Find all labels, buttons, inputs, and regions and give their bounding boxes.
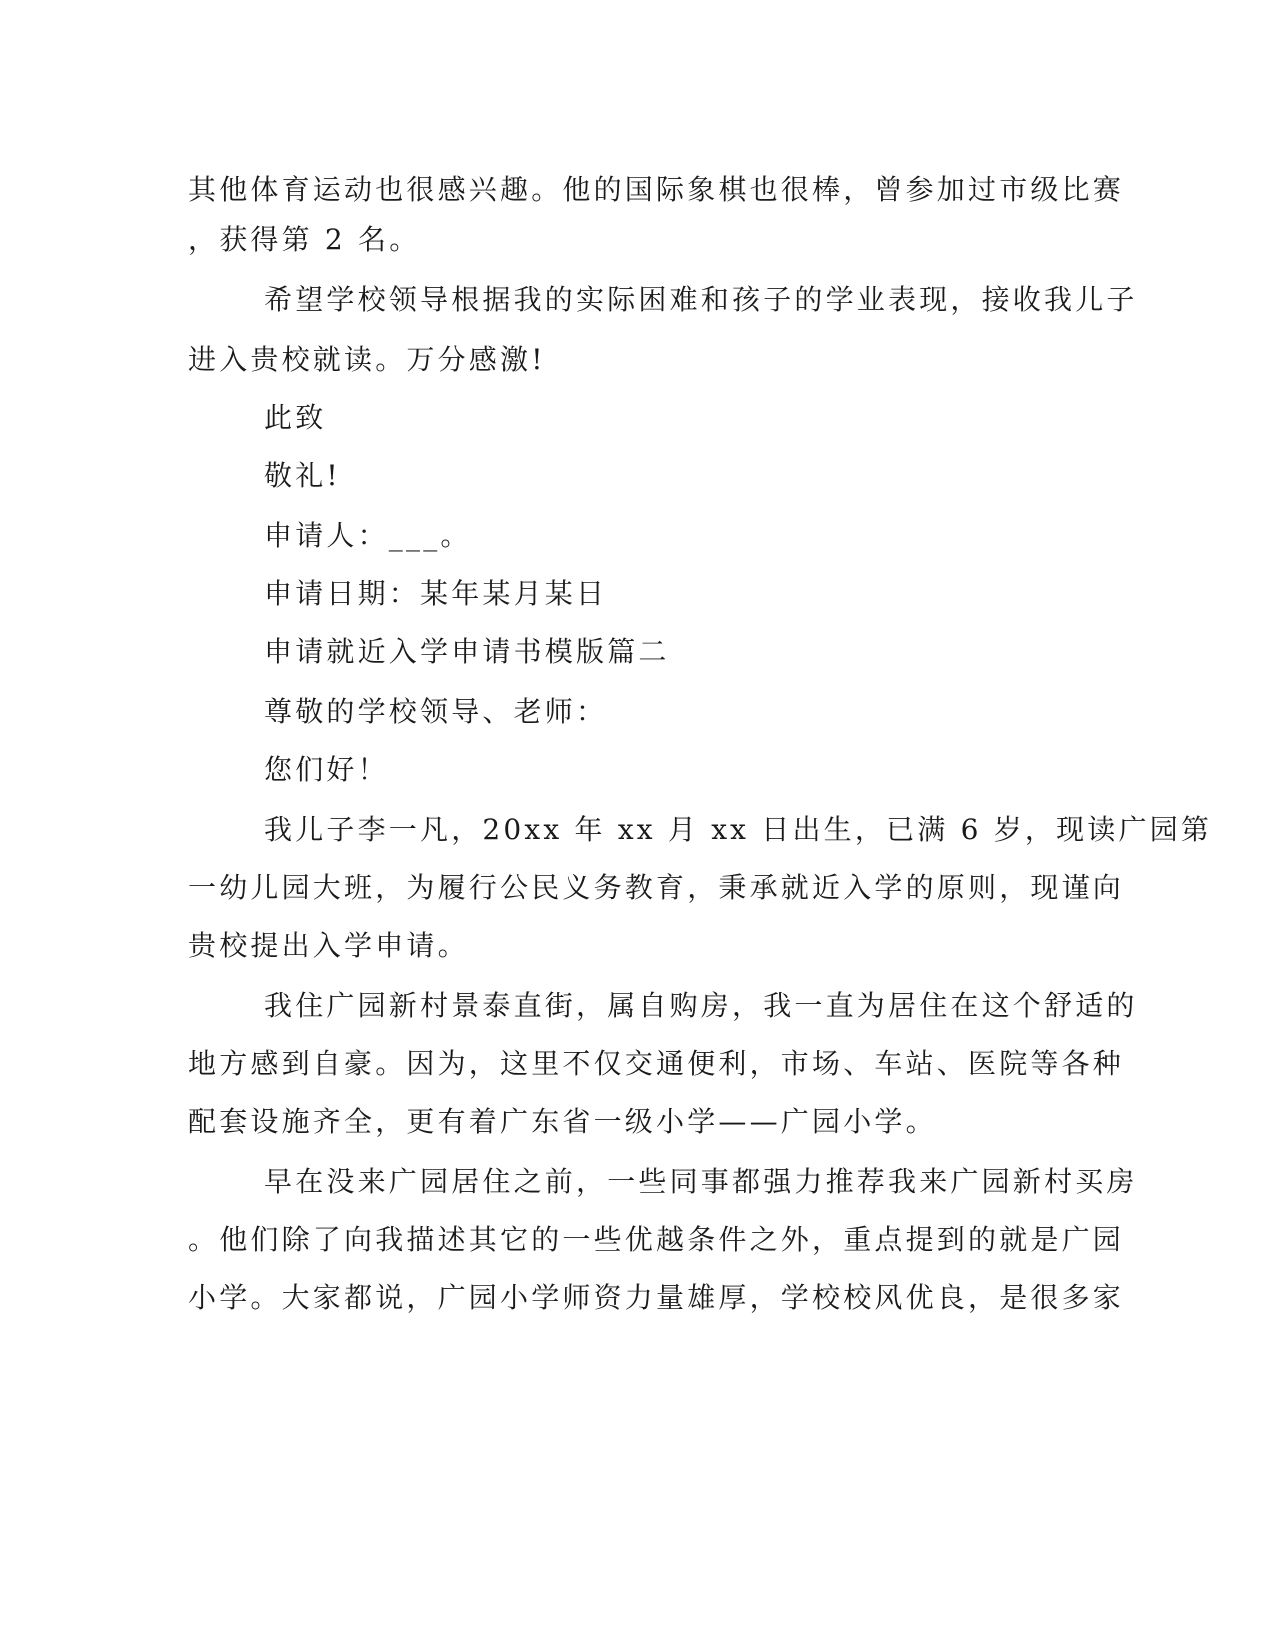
text-line: 。他们除了向我描述其它的一些优越条件之外，重点提到的就是广园 bbox=[188, 1223, 1125, 1256]
text-line: 进入贵校就读。万分感激! bbox=[188, 343, 546, 376]
text-line: 配套设施齐全，更有着广东省一级小学——广园小学。 bbox=[188, 1105, 937, 1138]
text-line: 其他体育运动也很感兴趣。他的国际象棋也很棒，曾参加过市级比赛 bbox=[188, 173, 1125, 206]
closing-line: 此致 bbox=[264, 401, 327, 434]
greeting-line: 尊敬的学校领导、老师： bbox=[264, 695, 608, 728]
applicant-line: 申请人：___。 bbox=[264, 519, 472, 552]
paragraph-start-line: 我住广园新村景泰直街，属自购房，我一直为居住在这个舒适的 bbox=[264, 989, 1138, 1022]
paragraph-start-line: 我儿子李一凡，20xx 年 xx 月 xx 日出生，已满 6 岁，现读广园第 bbox=[264, 813, 1213, 846]
text-line: ，获得第 2 名。 bbox=[188, 223, 421, 256]
paragraph-start-line: 希望学校领导根据我的实际困难和孩子的学业表现，接收我儿子 bbox=[264, 283, 1138, 316]
paragraph-start-line: 早在没来广园居住之前，一些同事都强力推荐我来广园新村买房 bbox=[264, 1165, 1138, 1198]
greeting-line: 您们好！ bbox=[264, 753, 389, 786]
date-line: 申请日期：某年某月某日 bbox=[264, 577, 608, 610]
section-title: 申请就近入学申请书模版篇二 bbox=[264, 635, 670, 668]
salutation-line: 敬礼! bbox=[264, 459, 341, 492]
text-line: 贵校提出入学申请。 bbox=[188, 929, 469, 962]
text-line: 地方感到自豪。因为，这里不仅交通便利，市场、车站、医院等各种 bbox=[188, 1047, 1125, 1080]
text-line: 一幼儿园大班，为履行公民义务教育，秉承就近入学的原则，现谨向 bbox=[188, 871, 1125, 904]
text-line: 小学。大家都说，广园小学师资力量雄厚，学校校风优良，是很多家 bbox=[188, 1281, 1125, 1314]
